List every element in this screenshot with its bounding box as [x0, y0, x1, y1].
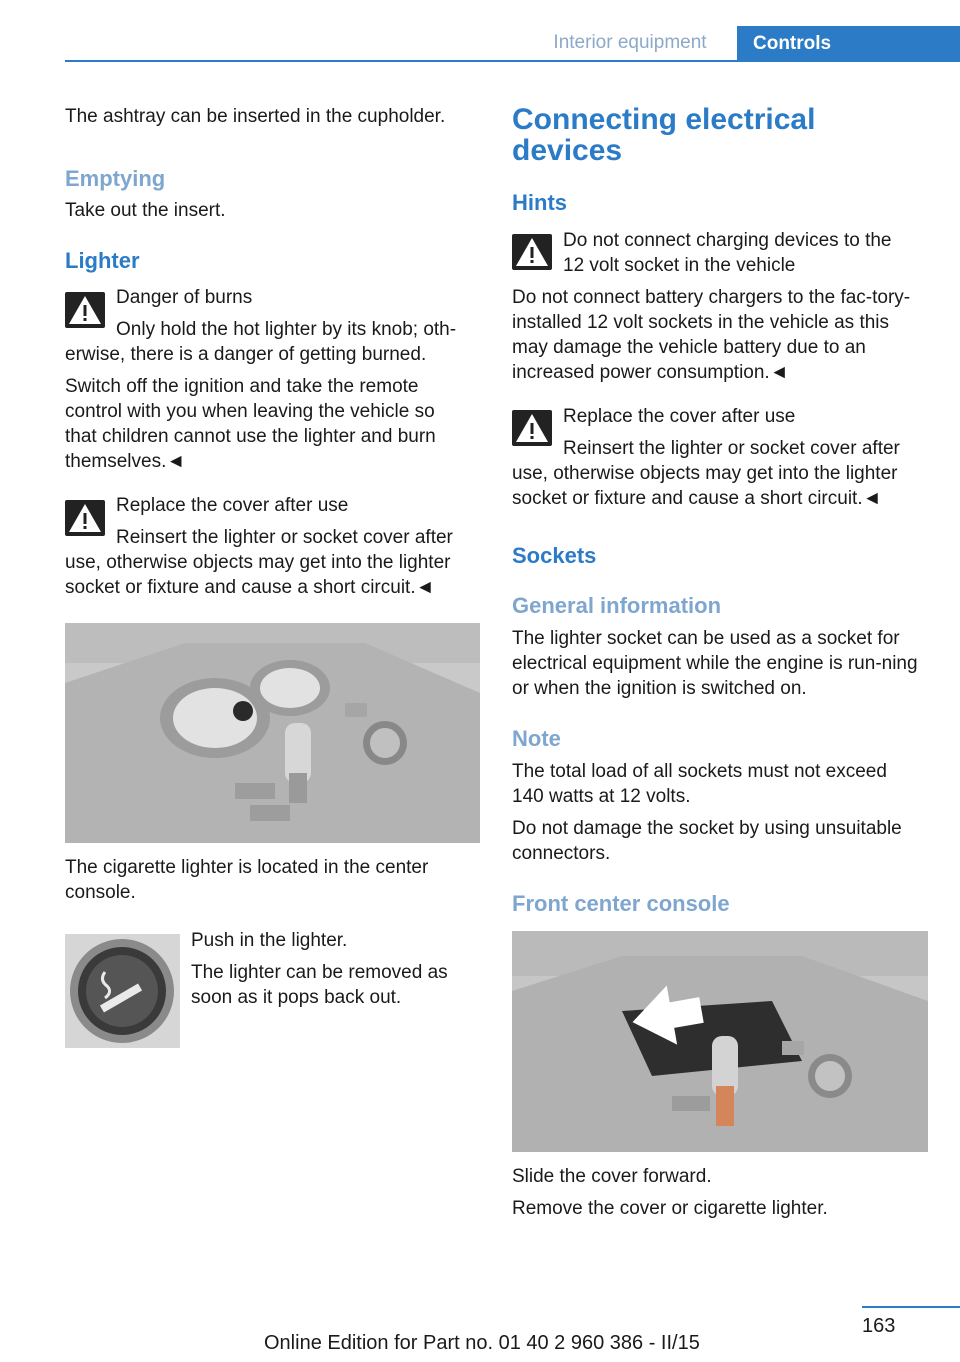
warning-triangle-icon [512, 234, 552, 270]
lighter-location-caption: The cigarette lighter is located in the center console. [65, 857, 429, 903]
slide-cover-text: Slide the cover forward. [512, 1166, 712, 1187]
hints-heading: Hints [512, 190, 567, 215]
warning-triangle-icon [512, 410, 552, 446]
note-text-load: The total load of all sockets must not exceed 140 watts at 12 volts. [512, 761, 887, 807]
front-center-console-heading: Front center console [512, 891, 730, 916]
warning-triangle-icon [65, 500, 105, 536]
header-rule [65, 60, 960, 62]
warning-burns-paragraph: Switch off the ignition and take the remote control with you when leaving the vehicle so that children cannot use the lighter and burn themselves.◄ [65, 376, 436, 472]
front-center-console-photo [512, 931, 928, 1152]
warning-triangle-icon [65, 292, 105, 328]
connecting-devices-heading: Connecting electrical devices [512, 103, 816, 167]
warning-cover-title: Replace the cover after use [116, 495, 349, 516]
remove-cover-text: Remove the cover or cigarette lighter. [512, 1198, 828, 1219]
page-number: 163 [862, 1315, 896, 1337]
cigarette-lighter-image [65, 934, 180, 1048]
push-lighter-text: The lighter can be removed as soon as it pops back out. [191, 962, 448, 1008]
ashtray-intro: The ashtray can be inserted in the cupholder. [65, 106, 446, 127]
footer-edition: Online Edition for Part no. 01 40 2 960 386 - II/15 [264, 1332, 700, 1354]
center-console-photo [65, 623, 480, 843]
warning-chargers-paragraph: Do not connect battery chargers to the fac-tory-installed 12 volt sockets in the vehicle as this may damage the vehicle battery due to an increased power consumption.◄ [512, 287, 911, 383]
note-heading: Note [512, 726, 561, 751]
emptying-heading: Emptying [65, 166, 166, 191]
warning-chargers-line2: 12 volt socket in the vehicle [563, 255, 796, 276]
emptying-text: Take out the insert. [65, 200, 226, 221]
warning-burns-title: Danger of burns [116, 287, 253, 308]
header-chapter-tab: Controls [737, 26, 960, 62]
warning-cover-title-right: Replace the cover after use [563, 406, 796, 427]
warning-cover-line2: use, otherwise objects may get into the lighter socket or fixture and cause a short circuit.◄ [65, 552, 451, 598]
general-information-text: The lighter socket can be used as a socket for electrical equipment while the engine is run-ning or when the ignition is switched on. [512, 628, 918, 699]
warning-cover-line1: Reinsert the lighter or socket cover after [116, 527, 453, 548]
footer-rule [862, 1306, 960, 1308]
warning-burns-line1: Only hold the hot lighter by its knob; oth- [116, 319, 457, 340]
warning-chargers-line1: Do not connect charging devices to the [563, 230, 892, 251]
sockets-heading: Sockets [512, 543, 597, 568]
warning-burns-line2: erwise, there is a danger of getting burned. [65, 344, 427, 365]
general-information-heading: General information [512, 593, 722, 618]
push-lighter-title: Push in the lighter. [191, 930, 348, 951]
warning-cover-line1-right: Reinsert the lighter or socket cover after [563, 438, 900, 459]
note-text-damage: Do not damage the socket by using unsuitable connectors. [512, 818, 902, 864]
header-section-title: Interior equipment [553, 32, 707, 53]
warning-cover-line2-right: use, otherwise objects may get into the lighter socket or fixture and cause a short circuit.◄ [512, 463, 898, 509]
lighter-heading: Lighter [65, 248, 140, 273]
